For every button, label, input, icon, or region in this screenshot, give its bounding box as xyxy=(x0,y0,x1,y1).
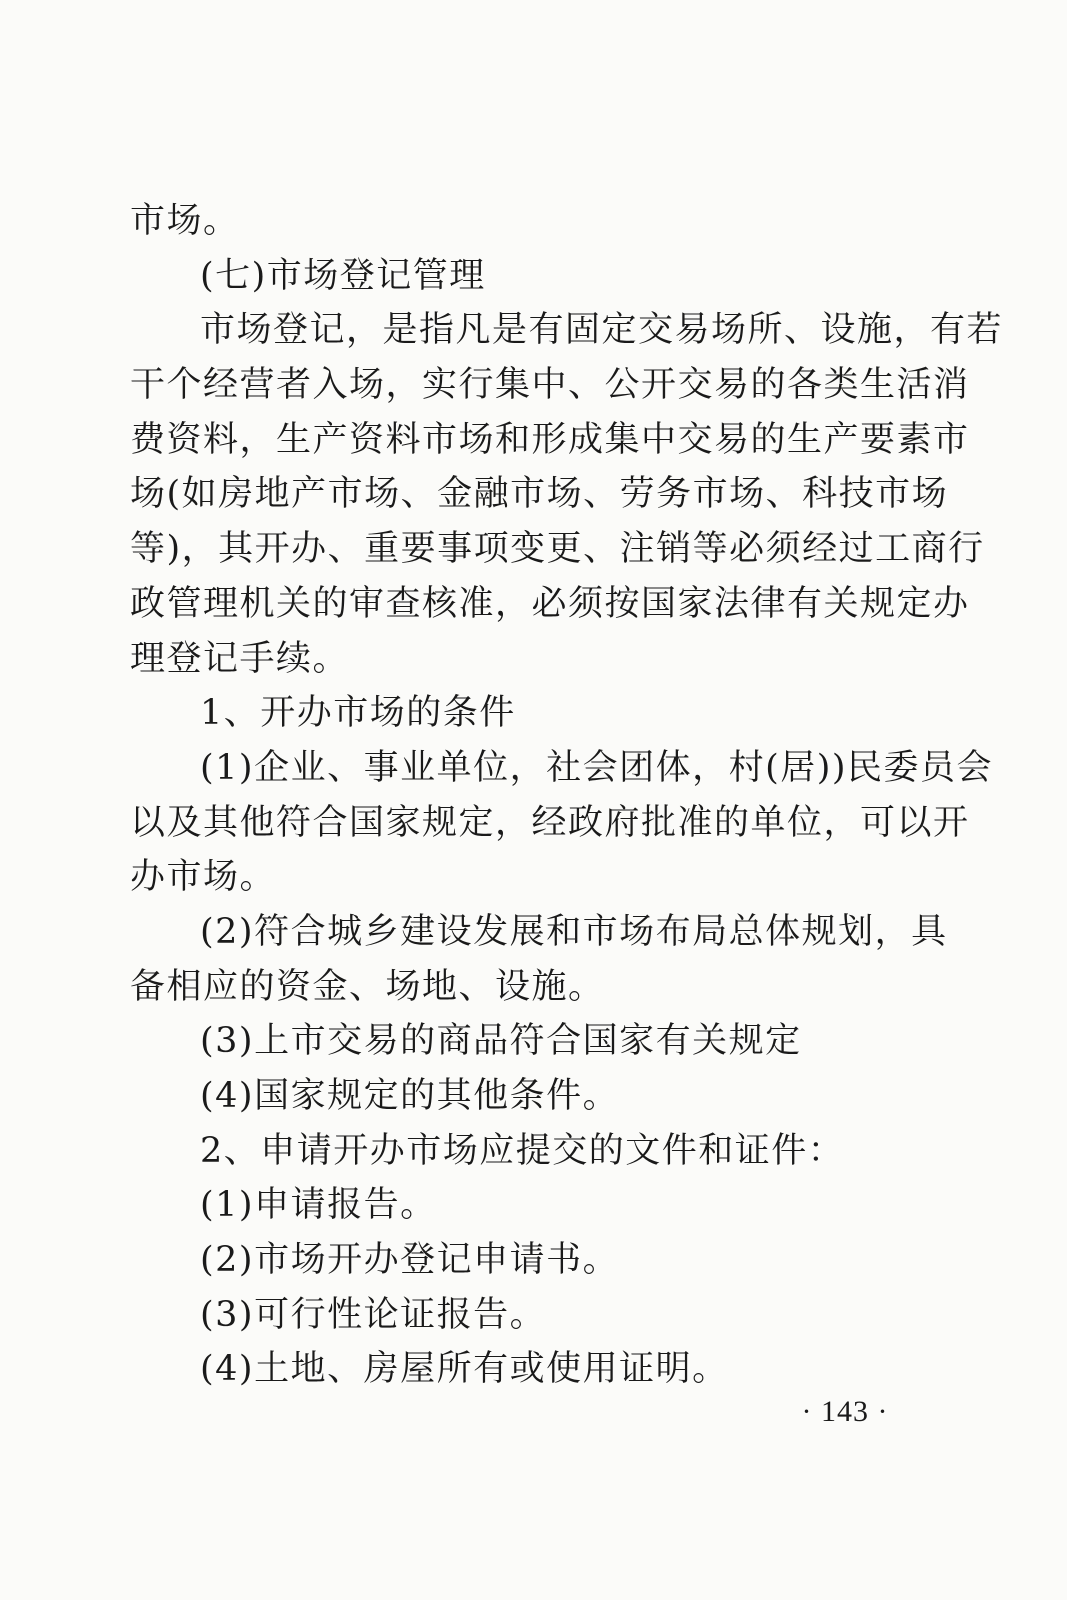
text-line: (七)市场登记管理 xyxy=(200,255,486,296)
text-line: 2、申请开办市场应提交的文件和证件： xyxy=(200,1130,845,1171)
text-line: (4)土地、房屋所有或使用证明。 xyxy=(200,1349,729,1390)
text-line: 办市场。 xyxy=(130,857,277,898)
text-line: 理登记手续。 xyxy=(130,638,350,679)
text-line: 政管理机关的审查核准，必须按国家法律有关规定办 xyxy=(130,583,970,624)
page-number: · 143 · xyxy=(801,1395,889,1428)
text-line: (1)企业、事业单位，社会团体，村(居))民委员会 xyxy=(200,747,994,788)
text-line: (3)可行性论证报告。 xyxy=(200,1294,547,1335)
text-line: 市场。 xyxy=(130,201,240,241)
text-line: 干个经营者入场，实行集中、公开交易的各类生活消 xyxy=(130,365,970,406)
text-line: 1、开办市场的条件 xyxy=(200,693,516,734)
text-line: 备相应的资金、场地、设施。 xyxy=(130,966,605,1007)
text-line: 市场登记，是指凡是有固定交易场所、设施，有若 xyxy=(200,310,1004,351)
text-line: 场(如房地产市场、金融市场、劳务市场、科技市场 xyxy=(130,474,949,515)
text-line: (2)市场开办登记申请书。 xyxy=(200,1240,620,1281)
text-line: 以及其他符合国家规定，经政府批准的单位，可以开 xyxy=(130,802,970,843)
text-line: (3)上市交易的商品符合国家有关规定 xyxy=(200,1021,802,1062)
text-line: (4)国家规定的其他条件。 xyxy=(200,1076,620,1116)
body-text xyxy=(130,194,1004,1397)
text-line: 费资料，生产资料市场和形成集中交易的生产要素市 xyxy=(130,419,970,460)
text-line: (2)符合城乡建设发展和市场布局总体规划，具 xyxy=(200,911,948,952)
text-line: (1)申请报告。 xyxy=(200,1185,437,1226)
text-line: 等)，其开办、重要事项变更、注销等必须经过工商行 xyxy=(130,529,985,570)
